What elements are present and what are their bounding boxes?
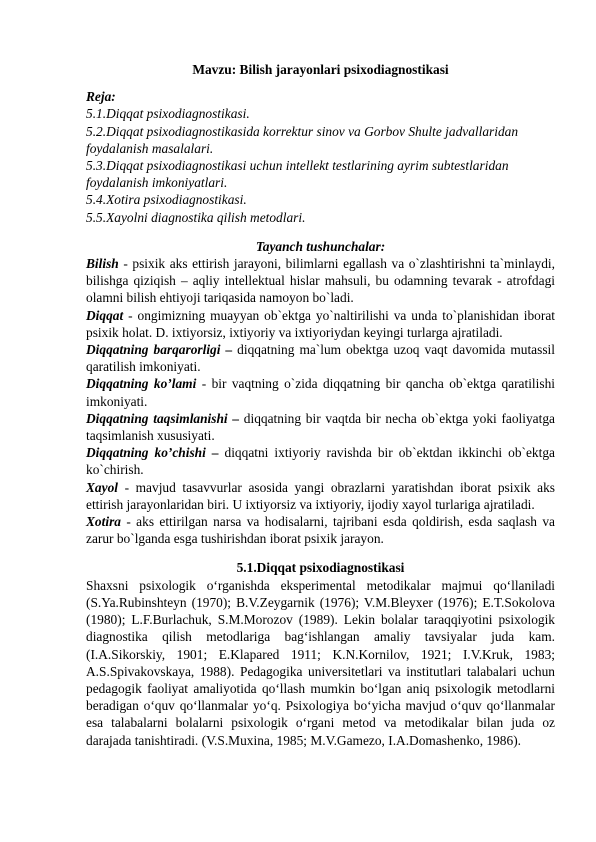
term-name: Diqqatning ko’chishi – xyxy=(86,445,219,461)
concepts-heading: Tayanch tushunchalar: xyxy=(255,238,386,254)
term-definition: diqqatning bir vaqtda bir necha ob`ektga yoki faoliyatga taqsimlanish xususiyati. xyxy=(86,410,555,444)
plan-item: 5.5.Xayolni diagnostika qilish metodlari. xyxy=(86,209,306,225)
term-entry xyxy=(86,307,555,341)
section-heading: 5.1.Diqqat psixodiagnostikasi xyxy=(236,560,405,576)
term-name: Diqqatning taqsimlanishi – xyxy=(86,410,240,426)
page-title: Mavzu: Bilish jarayonlari psixodiagnostikasi xyxy=(192,62,449,77)
term-definition: diqqatning ma`lum obektga uzoq vaqt davomida mutassil qaratilish imkoniyati. xyxy=(86,342,555,375)
term-definition: - aks ettirilgan narsa va hodisalarni, tajribani esda qoldirish, esda saqlash va zarur bo`lganda esga tushirishdan iborat psixik jarayon. xyxy=(86,514,555,547)
term-entry xyxy=(86,341,555,375)
term-entry xyxy=(86,410,555,444)
term-entry xyxy=(86,513,555,547)
term-definition: - mavjud tasavvurlar asosida yangi obrazlarni yaratishdan iborat psixik aks ettirish jarayonlaridan biri. U ixtiyorsiz va ixtiyoriy, ijodiy xayol turlariga ajratiladi. xyxy=(86,479,555,512)
document-content xyxy=(86,61,555,749)
term-name: Diqqatning ko’lami xyxy=(86,376,197,392)
term-definition: - psixik aks ettirish jarayoni, bilimlarni egallash va o`zlashtirishni ta`minlaydi, bilishga qiziqish – aqliy intellektual hislar mahsuli, bu odamning tevarak - atrofdagi olamni bilish ehtiyoji tariqasida namoyon bo`ladi. xyxy=(86,256,555,306)
plan-heading: Reja: xyxy=(86,89,116,105)
term-name: Diqqat xyxy=(86,307,124,323)
plan-list xyxy=(86,105,555,225)
plan-item: 5.4.Xotira psixodiagnostikasi. xyxy=(86,192,247,208)
term-entry xyxy=(86,255,555,307)
term-entry xyxy=(86,375,555,409)
term-name: Xotira xyxy=(86,514,121,530)
term-name: Diqqatning barqarorligi – xyxy=(86,342,233,358)
term-definition: - ongimizning muayyan ob`ektga yo`naltirilishi va unda to`planishidan iborat psixik holat. D. ixtiyorsiz, ixtiyoriy va ixtiyoriydan keyingi turlarga ajratiladi. xyxy=(86,307,555,340)
plan-item: 5.2.Diqqat psixodiagnostikasida korrektur sinov va Gorbov Shulte jadvallaridan foydalanish masalalari. xyxy=(86,123,519,156)
term-name: Bilish xyxy=(86,256,119,272)
plan-item: 5.3.Diqqat psixodiagnostikasi uchun intellekt testlarining ayrim subtestlaridan foydalanish imkoniyatlari. xyxy=(86,158,509,191)
term-entry xyxy=(86,479,555,513)
term-name: Xayol xyxy=(86,479,118,495)
term-entry xyxy=(86,444,555,478)
section-paragraph: Shaxsni psixologik o‘rganishda eksperimental metodikalar majmui qo‘llaniladi (S.Ya.Rubinshteyn (1970); B.V.Zeygarnik (1976); V.M.Bleyxer (1976); E.T.Sokolova (1980); L.F.Burlachuk, S.M.Morozov (1989). Lekin bolalar taraqqiyotini psixologik diagnostika qilish metodlariga bag‘ishlangan amaliy tavsiyalar juda kam. (I.A.Sikorskiy, 1901; E.Klapared 1911; K.N.Kornilov, 1921; I.V.Kruk, 1983; A.S.Spivakovskaya, 1988). Pedagogika universitetlari va institutlari talabalari uchun pedagogik faoliyat amaliyotida qo‘llash mumkin bo‘lgan aniq psixologik metodlarni beradigan o‘quv qo‘llanmalar yo‘q. Psixologiya bo‘yicha mavjud o‘quv qo‘llanmalar esa talabalarni bolalarni psixologik o‘rgani metod va metodikalar bilan juda oz darajada tanishtiradi. (V.S.Muxina, 1985; M.V.Gamezo, I.A.Domashenko, 1986). xyxy=(86,577,555,748)
term-definition: - bir vaqtning o`zida diqqatning bir qancha ob`ektga qaratilishi imkoniyati. xyxy=(86,376,555,409)
terms-list xyxy=(86,255,555,547)
term-definition: diqqatni ixtiyoriy ravishda bir ob`ektdan ikkinchi ob`ektga ko`chirish. xyxy=(86,445,555,478)
plan-item: 5.1.Diqqat psixodiagnostikasi. xyxy=(86,106,250,122)
